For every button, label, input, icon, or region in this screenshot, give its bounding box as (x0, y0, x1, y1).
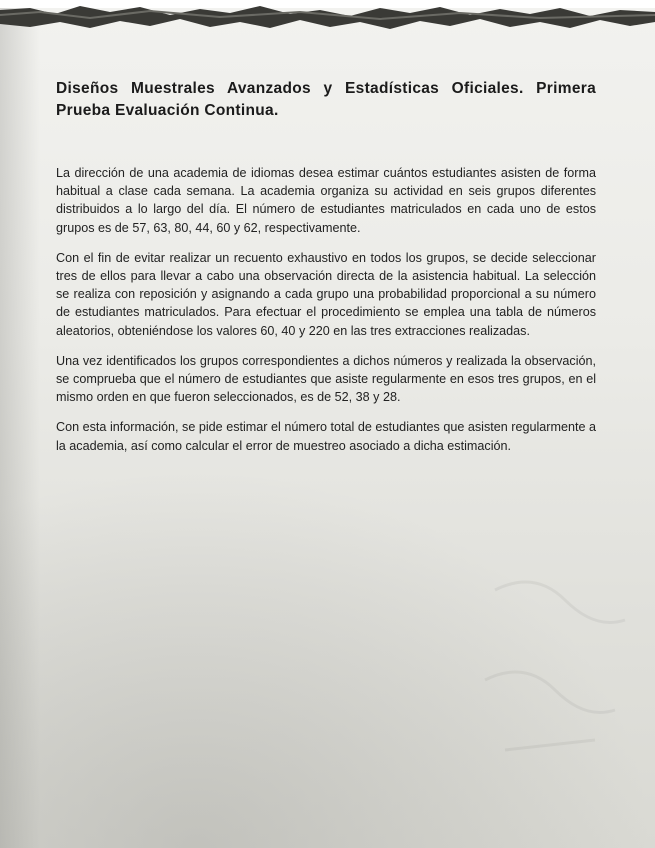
torn-paper-edge (0, 0, 655, 36)
bleed-through-marks (475, 560, 635, 780)
paragraph-sampling-method: Con el fin de evitar realizar un recuento exhaustivo en todos los grupos, se decide seleccionar tres de ellos para llevar a cabo una observación directa de la asistencia habitual. La selección se realiza con reposición y asignando a cada grupo una probabilidad proporcional a su número de estudiantes matriculados. Para efectuar el procedimiento se emplea una tabla de números aleatorios, obteniéndose los valores 60, 40 y 220 en las tres extracciones realizadas. (56, 250, 596, 338)
paragraph-intro: La dirección de una academia de idiomas desea estimar cuántos estudiantes asisten de forma habitual a clase cada semana. La academia organiza su actividad en seis grupos diferentes distribuidos a lo largo del día. El número de estudiantes matriculados en cada uno de estos grupos es de 57, 63, 80, 44, 60 y 62, respectivamente. (56, 166, 596, 235)
document-page (56, 78, 596, 467)
paragraph-observation: Una vez identificados los grupos correspondientes a dichos números y realizada la observación, se comprueba que el número de estudiantes que asiste regularmente en esos tres grupos, en el mismo orden en que fueron seleccionados, es de 52, 38 y 28. (56, 353, 596, 405)
paragraph-question: Con esta información, se pide estimar el número total de estudiantes que asisten regularmente a la academia, así como calcular el error de muestreo asociado a dicha estimación. (56, 420, 596, 453)
document-title: Diseños Muestrales Avanzados y Estadísticas Oficiales. Primera Prueba Evaluación Continua. (56, 80, 596, 119)
